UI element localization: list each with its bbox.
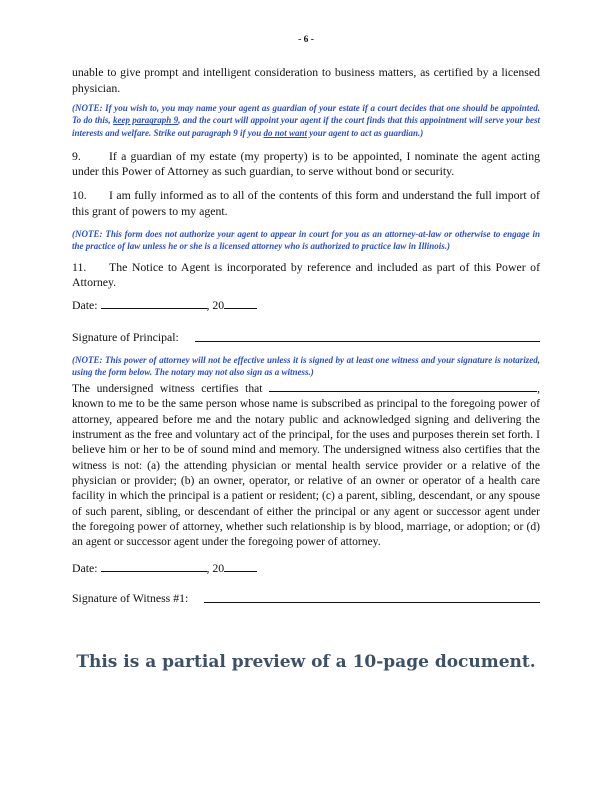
note-guardian-underline1: keep paragraph 9 bbox=[112, 115, 179, 126]
year-blank-line bbox=[224, 569, 257, 572]
date-blank-line bbox=[101, 306, 207, 309]
signature-witness1-line bbox=[204, 600, 540, 603]
page-content bbox=[72, 34, 540, 606]
note-guardian-seg1: (NOTE: If you wish to, you may name your agent as guardian of your estate if a court decides that one should be appointed. To do this, bbox=[72, 103, 540, 126]
year-prefix: , 20 bbox=[206, 297, 225, 312]
signature-principal-line bbox=[195, 339, 540, 342]
date-label: Date: bbox=[72, 297, 98, 312]
witness-text: , known to me to be the same person whose name is subscribed as principal to the foregoing power of attorney, appeared before me and the notary public and acknowledged signing and delivering the instrument as the free and voluntary act of the principal, for the uses and purposes therein set forth. I believe him or her to be of sound mind and memory. The undersigned witness also certifies that the witness is not: (a) the attending physician or mental health service provider or a relative of the physician or provider; (b) an owner, operator, or relative of an owner or operator of a health care facility in which the principal is a patient or resident; (c) a parent, sibling, descendant, or any spouse of such parent, sibling, or descendant of either the principal or any agent or successor agent under the foregoing power of attorney, whether such relationship is by blood, marriage, or adoption; or (d) an agent or successor agent under the foregoing power of attorney. bbox=[72, 382, 540, 549]
signature-principal-label: Signature of Principal: bbox=[72, 329, 179, 344]
paragraph-10 bbox=[72, 188, 540, 219]
note-guardian-seg2: , and the court will appoint your agent if the court finds that this appointment will serve your best interests and welfare. Strike out paragraph 9 if you bbox=[72, 115, 541, 138]
preview-notice: This is a partial preview of a 10-page document. bbox=[76, 652, 536, 672]
note-guardian-seg3: your agent to act as guardian.) bbox=[307, 127, 424, 138]
witness-name-blank-line bbox=[269, 389, 537, 392]
date-label: Date: bbox=[72, 561, 98, 576]
item-text: The Notice to Agent is incorporated by reference and included as part of this Power of Attorney. bbox=[72, 259, 540, 290]
item-text: I am fully informed as to all of the contents of this form and understand the full import of this grant of powers to my agent. bbox=[72, 187, 540, 218]
date-blank-line bbox=[101, 569, 207, 572]
note-court: (NOTE: This form does not authorize your agent to appear in court for you as an attorney-at-law or otherwise to engage in the practice of law unless he or she is a licensed attorney who is authorized to practice law in Illinois.) bbox=[72, 229, 540, 252]
signature-witness1-row bbox=[72, 591, 540, 606]
paragraph-9 bbox=[72, 149, 540, 180]
item-number: 11. bbox=[72, 259, 87, 274]
item-text: If a guardian of my estate (my property) is to be appointed, I nominate the agent acting under this Power of Attorney as such guardian, to serve without bond or security. bbox=[72, 148, 540, 179]
year-blank-line bbox=[224, 306, 257, 309]
note-guardian bbox=[72, 102, 540, 139]
paragraph-11 bbox=[72, 260, 540, 291]
item-number: 10. bbox=[72, 187, 87, 202]
date-row-principal bbox=[72, 298, 540, 313]
signature-principal-row bbox=[72, 330, 540, 345]
year-prefix: , 20 bbox=[206, 561, 225, 576]
witness-lead: The undersigned witness certifies that bbox=[72, 382, 263, 396]
witness-certification-paragraph bbox=[72, 381, 540, 549]
paragraph-intro: unable to give prompt and intelligent consideration to business matters, as certified by a licensed physician. bbox=[72, 65, 540, 95]
page-number: - 6 - bbox=[298, 35, 314, 45]
item-number: 9. bbox=[72, 148, 81, 163]
note-witness-requirement: (NOTE: This power of attorney will not be effective unless it is signed by at least one witness and your signature is notarized, using the form below. The notary may not also sign as a witness.) bbox=[72, 354, 540, 377]
note-guardian-underline2: do not want bbox=[263, 127, 308, 138]
signature-witness1-label: Signature of Witness #1: bbox=[72, 591, 189, 606]
date-row-witness bbox=[72, 561, 540, 576]
